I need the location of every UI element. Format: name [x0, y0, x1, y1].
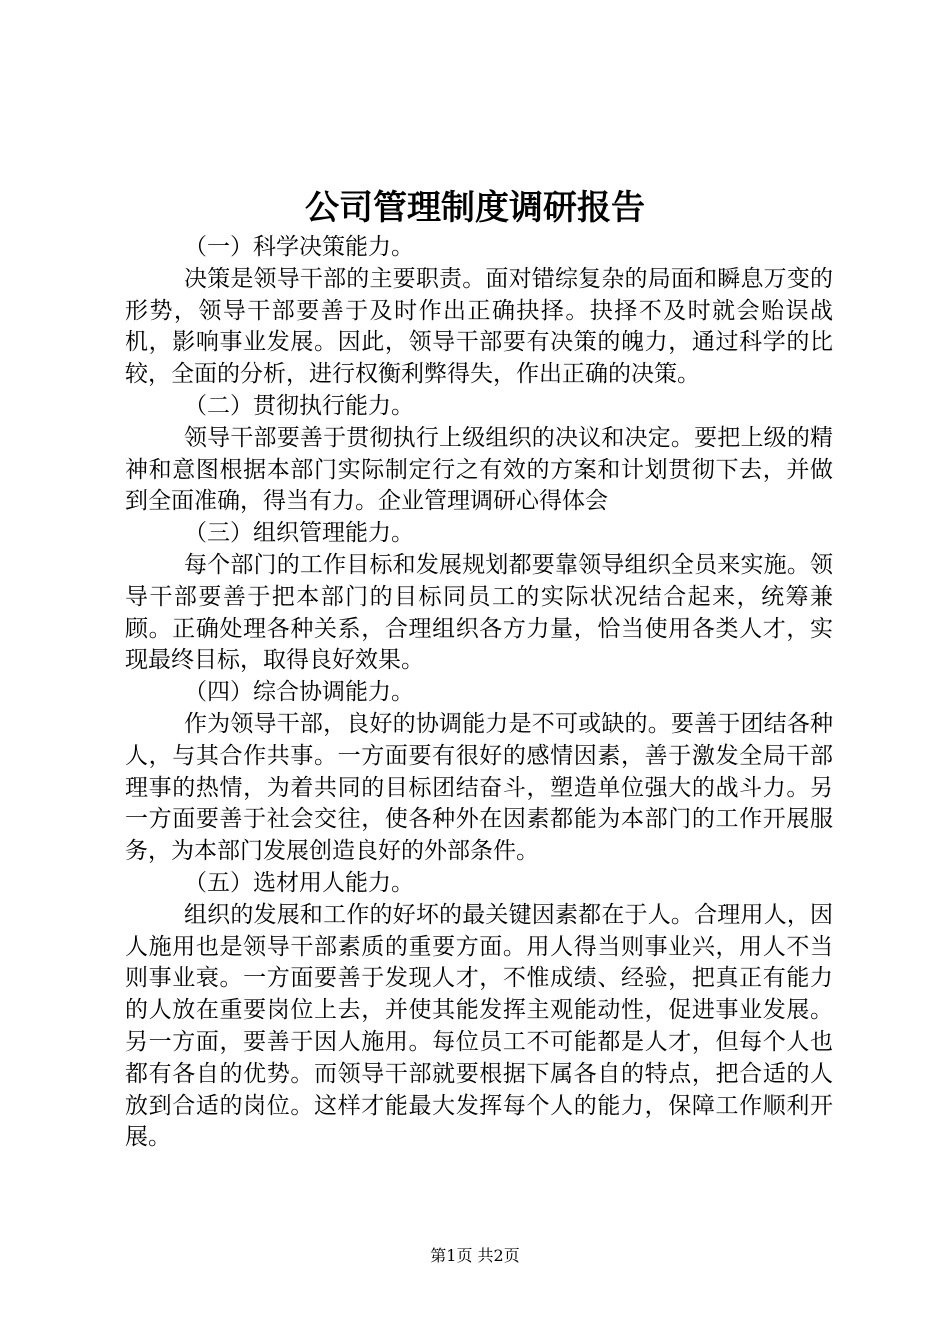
- section-heading-2: （二）贯彻执行能力。: [184, 392, 414, 419]
- page-footer: 第1页 共2页: [430, 1246, 520, 1265]
- paragraph-4: 作为领导干部，良好的协调能力是不可或缺的。要善于团结各种人，与其合作共事。一方面要有很好的感情因素，善于激发全局干部理事的热情，为着共同的目标团结奋斗，塑造单位强大的战斗力。另一方面要善于社会交往，使各种外在因素都能为本部门的工作开展服务，为本部门发展创造良好的外部条件。: [125, 710, 833, 865]
- section-heading-4: （四）综合协调能力。: [184, 679, 414, 706]
- paragraph-3: 每个部门的工作目标和发展规划都要靠领导组织全员来实施。领导干部要善于把本部门的目标同员工的实际状况结合起来，统筹兼顾。正确处理各种关系，合理组织各方力量，恰当使用各类人才，实现最终目标，取得良好效果。: [125, 551, 833, 674]
- document-title: 公司管理制度调研报告: [305, 188, 645, 228]
- paragraph-5: 组织的发展和工作的好坏的最关键因素都在于人。合理用人，因人施用也是领导干部素质的重要方面。用人得当则事业兴，用人不当则事业衰。一方面要善于发现人才，不惟成绩、经验，把真正有能力的人放在重要岗位上去，并使其能发挥主观能动性，促进事业发展。另一方面，要善于因人施用。每位员工不可能都是人才，但每个人也都有各自的优势。而领导干部就要根据下属各自的特点，把合适的人放到合适的岗位。这样才能最大发挥每个人的能力，保障工作顺利开展。: [125, 901, 833, 1151]
- document-body: [125, 232, 833, 1154]
- section-heading-1: （一）科学决策能力。: [184, 234, 414, 260]
- paragraph-2: 领导干部要善于贯彻执行上级组织的决议和决定。要把上级的精神和意图根据本部门实际制定行之有效的方案和计划贯彻下去，并做到全面准确，得当有力。企业管理调研心得体会: [125, 424, 833, 515]
- section-heading-3: （三）组织管理能力。: [184, 520, 414, 547]
- paragraph-1: 决策是领导干部的主要职责。面对错综复杂的局面和瞬息万变的形势，领导干部要善于及时作出正确抉择。抉择不及时就会贻误战机，影响事业发展。因此，领导干部要有决策的魄力，通过科学的比较，全面的分析，进行权衡利弊得失，作出正确的决策。: [125, 265, 833, 388]
- section-heading-5: （五）选材用人能力。: [184, 869, 414, 896]
